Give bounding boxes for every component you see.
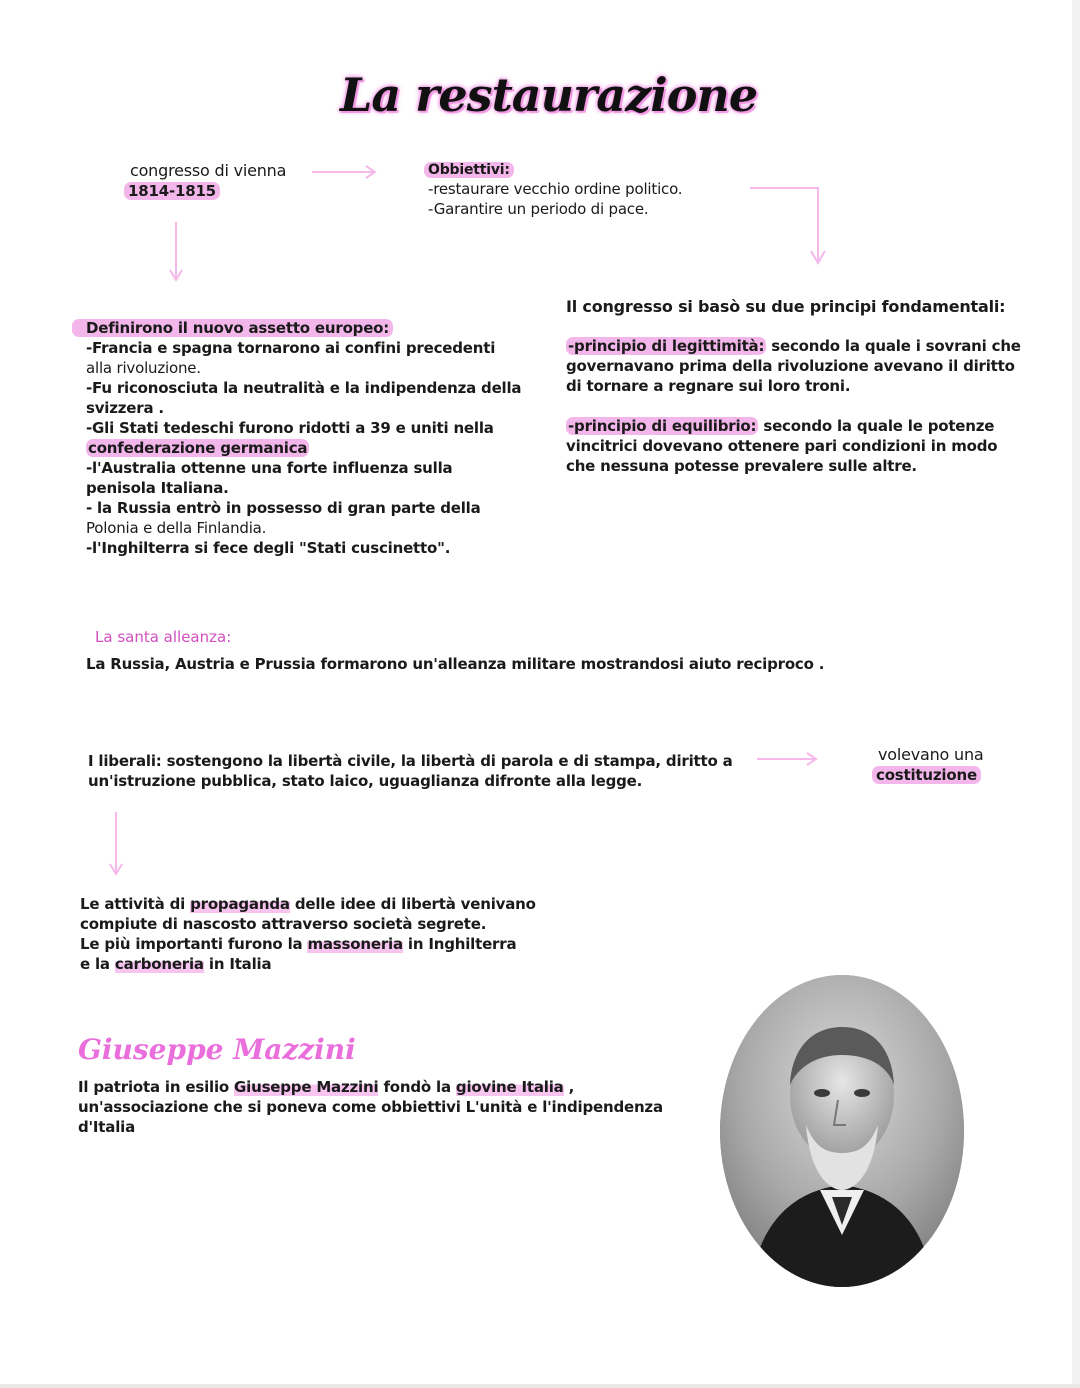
propaganda-text: in Inghilterra — [402, 935, 517, 953]
legittimita-line-3: di tornare a regnare sui loro troni. — [566, 377, 851, 395]
propaganda-line-3 — [80, 934, 600, 954]
mazzini-line-3: d'Italia — [78, 1118, 136, 1136]
arrow-down-icon — [108, 812, 124, 878]
congresso-years — [124, 181, 220, 201]
assetto-line: -l'Australia ottenne una forte influenza sulla — [86, 459, 453, 477]
mazzini-name-keyword: Giuseppe Mazzini — [234, 1078, 379, 1096]
arrow-down-icon — [168, 222, 184, 284]
equilibrio-line-1 — [566, 416, 1036, 436]
mazzini-heading: Giuseppe Mazzini — [78, 1033, 356, 1066]
page-title: La restaurazione — [340, 68, 758, 122]
giovine-italia-keyword: giovine Italia — [455, 1078, 564, 1096]
santa-alleanza-text-wrap — [72, 654, 824, 674]
propaganda-text: in Italia — [203, 955, 272, 973]
mazzini-text: , — [563, 1078, 575, 1096]
assetto-line: -Gli Stati tedeschi furono ridotti a 39 e uniti nella — [86, 419, 494, 437]
propaganda-text: Le più importanti furono la — [80, 935, 308, 953]
liberali-block — [88, 751, 768, 791]
assetto-line: alla rivoluzione. — [86, 359, 201, 377]
congresso-years-text: 1814-1815 — [124, 182, 220, 200]
equilibrio-text: secondo la quale le potenze — [758, 417, 995, 435]
assetto-line: -Fu riconosciuta la neutralità e la indipendenza della — [86, 379, 522, 397]
legittimita-text: secondo la quale i sovrani che — [766, 337, 1021, 355]
liberali-line-1: I liberali: sostengono la libertà civile, la libertà di parola e di stampa, diritto a — [88, 752, 733, 770]
arrow-right-icon — [312, 164, 382, 180]
propaganda-line-4 — [80, 954, 600, 974]
propaganda-keyword: propaganda — [190, 895, 290, 913]
mazzini-line-2: un'associazione che si poneva come obbiettivi L'unità e l'indipendenza — [78, 1098, 663, 1116]
mazzini-line-1 — [78, 1077, 698, 1097]
legittimita-line-2: governavano prima della rivoluzione avevano il diritto — [566, 357, 1015, 375]
obbiettivi-heading: Obbiettivi: — [424, 162, 514, 178]
legittimita-line-1 — [566, 336, 1036, 356]
propaganda-text: Le attività di — [80, 895, 191, 913]
principi-equilibrio — [566, 416, 1036, 476]
liberali-side-1: volevano una — [878, 745, 984, 764]
assetto-heading-wrap — [72, 318, 393, 338]
assetto-line: penisola Italiana. — [86, 479, 229, 497]
assetto-line: - la Russia entrò in possesso di gran parte della — [86, 499, 481, 517]
assetto-line: svizzera . — [86, 399, 164, 417]
page-edge — [1072, 0, 1080, 1388]
assetto-line-wrap — [86, 438, 556, 458]
assetto-line: confederazione germanica — [88, 439, 308, 457]
santa-alleanza-heading: La santa alleanza: — [95, 628, 232, 646]
arrow-right-icon — [757, 751, 823, 767]
liberali-line-2: un'istruzione pubblica, stato laico, uguaglianza difronte alla legge. — [88, 772, 643, 790]
obbiettivi-line-2: -Garantire un periodo di pace. — [428, 200, 649, 218]
equilibrio-label: -principio di equilibrio: — [568, 417, 757, 435]
liberali-side-2: costituzione — [872, 766, 981, 784]
legittimita-label: -principio di legittimità: — [568, 337, 765, 355]
arrow-right-down-icon — [750, 185, 830, 270]
page-bottom-edge — [0, 1384, 1080, 1388]
assetto-line: -l'Inghilterra si fece degli "Stati cuscinetto". — [86, 539, 451, 557]
massoneria-keyword: massoneria — [307, 935, 403, 953]
congresso-label: congresso di vienna — [130, 161, 287, 180]
principi-intro: Il congresso si basò su due principi fondamentali: — [566, 297, 1006, 316]
mazzini-text: Il patriota in esilio — [78, 1078, 235, 1096]
propaganda-line-2: compiute di nascosto attraverso società segrete. — [80, 915, 487, 933]
liberali-side-2-wrap — [872, 765, 981, 785]
obbiettivi-heading-wrap — [424, 160, 514, 180]
assetto-line: -Francia e spagna tornarono ai confini precedenti — [86, 339, 496, 357]
mazzini-text: fondò la — [378, 1078, 456, 1096]
carboneria-keyword: carboneria — [114, 955, 204, 973]
principi-legittimita — [566, 336, 1036, 396]
obbiettivi-line-1: -restaurare vecchio ordine politico. — [428, 180, 683, 198]
propaganda-block — [80, 894, 600, 974]
propaganda-line-1 — [80, 894, 600, 914]
propaganda-text: e la — [80, 955, 115, 973]
assetto-list — [86, 338, 556, 558]
propaganda-text: delle idee di libertà venivano — [289, 895, 536, 913]
equilibrio-line-2: vincitrici dovevano ottenere pari condizioni in modo — [566, 437, 998, 455]
portrait-photo-icon — [720, 975, 964, 1287]
equilibrio-line-3: che nessuna potesse prevalere sulle altre. — [566, 457, 917, 475]
mazzini-block — [78, 1077, 698, 1137]
assetto-heading: Definirono il nuovo assetto europeo: — [72, 319, 393, 337]
assetto-line: Polonia e della Finlandia. — [86, 519, 267, 537]
santa-alleanza-text: La Russia, Austria e Prussia formarono un'alleanza militare mostrandosi aiuto reciproco . — [86, 655, 825, 673]
